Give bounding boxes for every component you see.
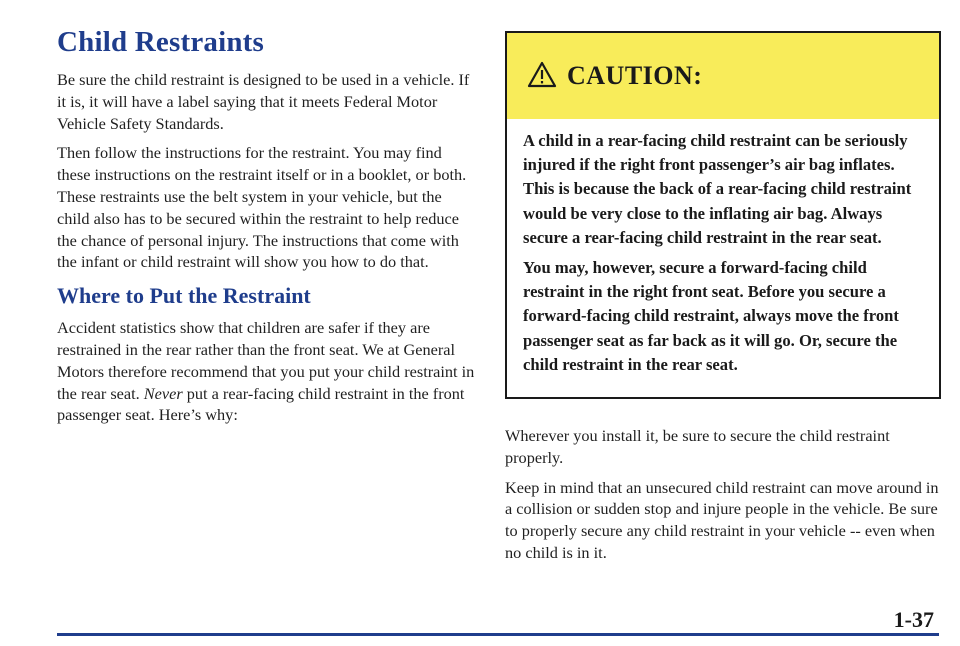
section-heading: Child Restraints (57, 26, 265, 58)
right-column (505, 31, 945, 572)
body-paragraph: Be sure the child restraint is designed to be used in a vehicle. If it is, it will have a label saying that it meets Federal Motor Vehicle Safety Standards. (57, 70, 470, 133)
caution-box (505, 31, 941, 399)
warning-triangle-icon (527, 61, 557, 88)
body-paragraph (57, 317, 477, 426)
right-body-text (505, 425, 940, 564)
footer-rule (57, 633, 939, 636)
page-number: 1-37 (893, 607, 934, 632)
emphasis-text: Never (143, 383, 183, 403)
caution-paragraph: A child in a rear-facing child restraint can be seriously injured if the right front passenger’s air bag inflates. This is because the back of a rear-facing child restraint would be very close to the inflating air bag. Always secure a rear-facing child restraint in the rear seat. (523, 131, 912, 247)
paragraph-text: put a rear-facing child restraint in the front passenger seat. Here’s why: (57, 383, 465, 425)
body-paragraph: Then follow the instructions for the restraint. You may find these instructions on the restraint itself or in a booklet, or both. These restraints use the belt system in your vehicle, but the child also has to be secured within the restraint to help reduce the chance of personal injury. The instructions that come with the infant or child restraint will show you how to do that. (57, 143, 467, 272)
subsection-heading: Where to Put the Restraint (57, 283, 311, 309)
left-column (57, 26, 477, 434)
caution-body (507, 119, 939, 397)
caution-header (507, 33, 939, 119)
body-paragraph: Wherever you install it, be sure to secure the child restraint properly. (505, 426, 890, 467)
paragraph-text: Accident statistics show that children are safer if they are restrained in the rear rather than the front seat. We at General Motors therefore recommend that you put your child restraint in the rear seat. (57, 318, 475, 403)
caution-paragraph: You may, however, secure a forward-facing child restraint in the right front seat. Before you secure a forward-facing child restraint, always move the front passenger seat as far back as it will go. Or, secure the child restraint in the rear seat. (523, 258, 899, 374)
caution-title: CAUTION: (567, 61, 703, 90)
body-paragraph: Keep in mind that an unsecured child restraint can move around in a collision or sudden stop and injure people in the vehicle. Be sure to properly secure any child restraint in your vehicle -- even when no child is in it. (505, 477, 939, 563)
